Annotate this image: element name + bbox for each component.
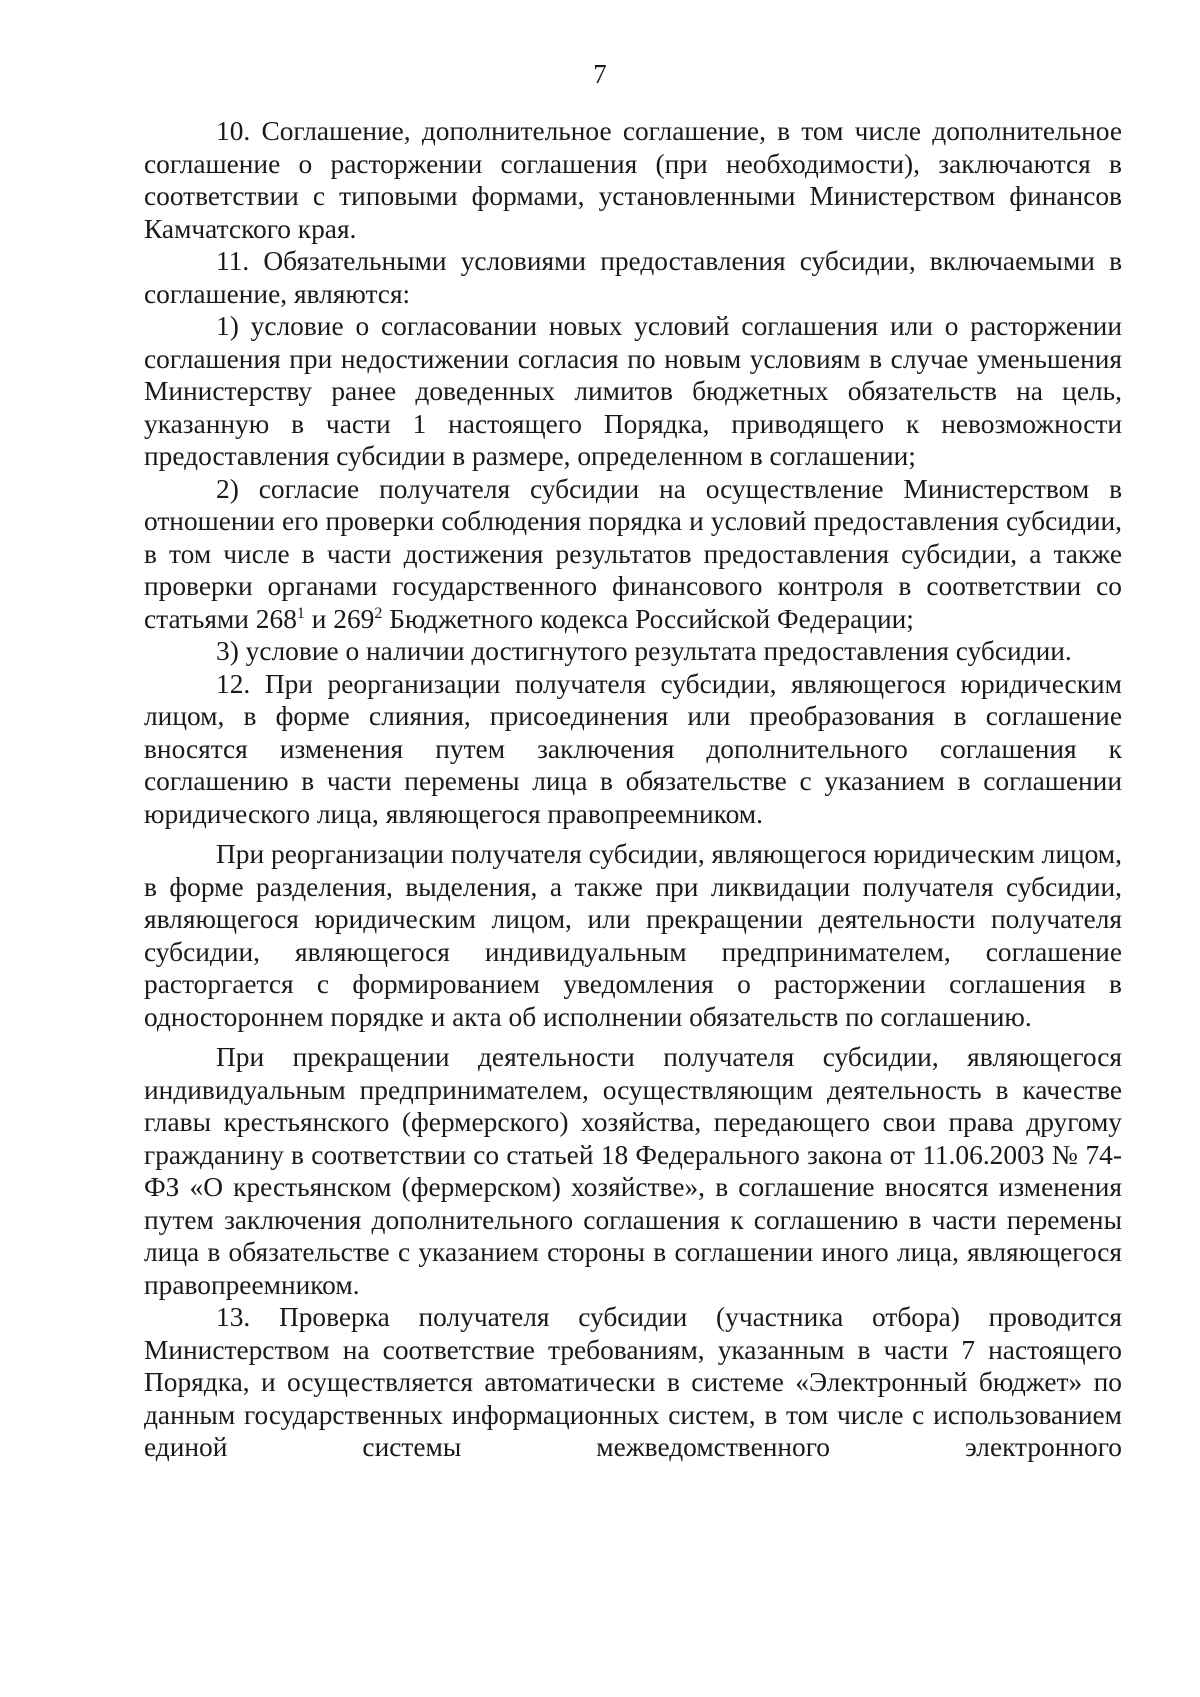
paragraph-10: 10. Соглашение, дополнительное соглашение, в том числе дополнительное соглашение о расторжении соглашения (при необходимости), заключаются в соответствии с типовыми формами, установленными Министерством финансов Камчатского края. bbox=[144, 116, 1122, 244]
paragraph-12-part-2: При реорганизации получателя субсидии, являющегося юридическим лицом, в форме разделения, выделения, а также при ликвидации получателя субсидии, являющегося юридическим лицом, или прекращении деятельности получателя субсидии, являющегося индивидуальным предпринимателем, соглашение расторгается с формированием уведомления о расторжении соглашения в одностороннем порядке и акта об исполнении обязательств по соглашению. bbox=[144, 839, 1122, 1032]
footnote-superscript-2: 2 bbox=[374, 604, 383, 622]
paragraph-11: 11. Обязательными условиями предоставления субсидии, включаемыми в соглашение, являются: bbox=[144, 246, 1122, 309]
paragraph-11-item-1: 1) условие о согласовании новых условий соглашения или о расторжении соглашения при недостижении согласия по новым условиям в случае уменьшения Министерству ранее доведенных лимитов бюджетных обязательств на цель, указанную в части 1 настоящего Порядка, приводящего к невозможности предоставления субсидии в размере, определенном в соглашении; bbox=[144, 311, 1122, 471]
paragraph-13: 13. Проверка получателя субсидии (участника отбора) проводится Министерством на соответствие требованиям, указанным в части 7 настоящего Порядка, и осуществляется автоматически в системе «Электронный бюджет» по данным государственных информационных систем, в том числе с использованием единой системы межведомственного электронного bbox=[144, 1302, 1122, 1462]
page-number: 7 bbox=[593, 59, 607, 89]
paragraph-11-item-3: 3) условие о наличии достигнутого результата предоставления субсидии. bbox=[216, 636, 1072, 666]
item-2-text-b: и 269 bbox=[304, 603, 375, 634]
paragraph-12-part-3: При прекращении деятельности получателя субсидии, являющегося индивидуальным предпринимателем, осуществляющим деятельность в качестве главы крестьянского (фермерского) хозяйства, передающего свои права другому гражданину в соответствии со статьей 18 Федерального закона от 11.06.2003 № 74-ФЗ «О крестьянском (фермерском) хозяйстве», в соглашение вносятся изменения путем заключения дополнительного соглашения к соглашению в части перемены лица в обязательстве с указанием стороны в соглашении иного лица, являющегося правопреемником. bbox=[144, 1042, 1122, 1300]
paragraph-12: 12. При реорганизации получателя субсидии, являющегося юридическим лицом, в форме слияния, присоединения или преобразования в соглашение вносятся изменения путем заключения дополнительного соглашения к соглашению в части перемены лица в обязательстве с указанием в соглашении юридического лица, являющегося правопреемником. bbox=[144, 668, 1122, 829]
paragraph-11-item-2 bbox=[144, 473, 1122, 636]
footnote-superscript-1: 1 bbox=[296, 604, 305, 622]
item-2-text-a: 2) согласие получателя субсидии на осуществление Министерством в отношении его проверки соблюдения порядка и условий предоставления субсидии, в том числе в части достижения результатов предоставления субсидии, а также проверки органами государственного финансового контроля в соответствии со статьями 268 bbox=[144, 473, 1122, 634]
document-body bbox=[144, 115, 1122, 1464]
item-2-text-c: Бюджетного кодекса Российской Федерации; bbox=[382, 603, 914, 634]
